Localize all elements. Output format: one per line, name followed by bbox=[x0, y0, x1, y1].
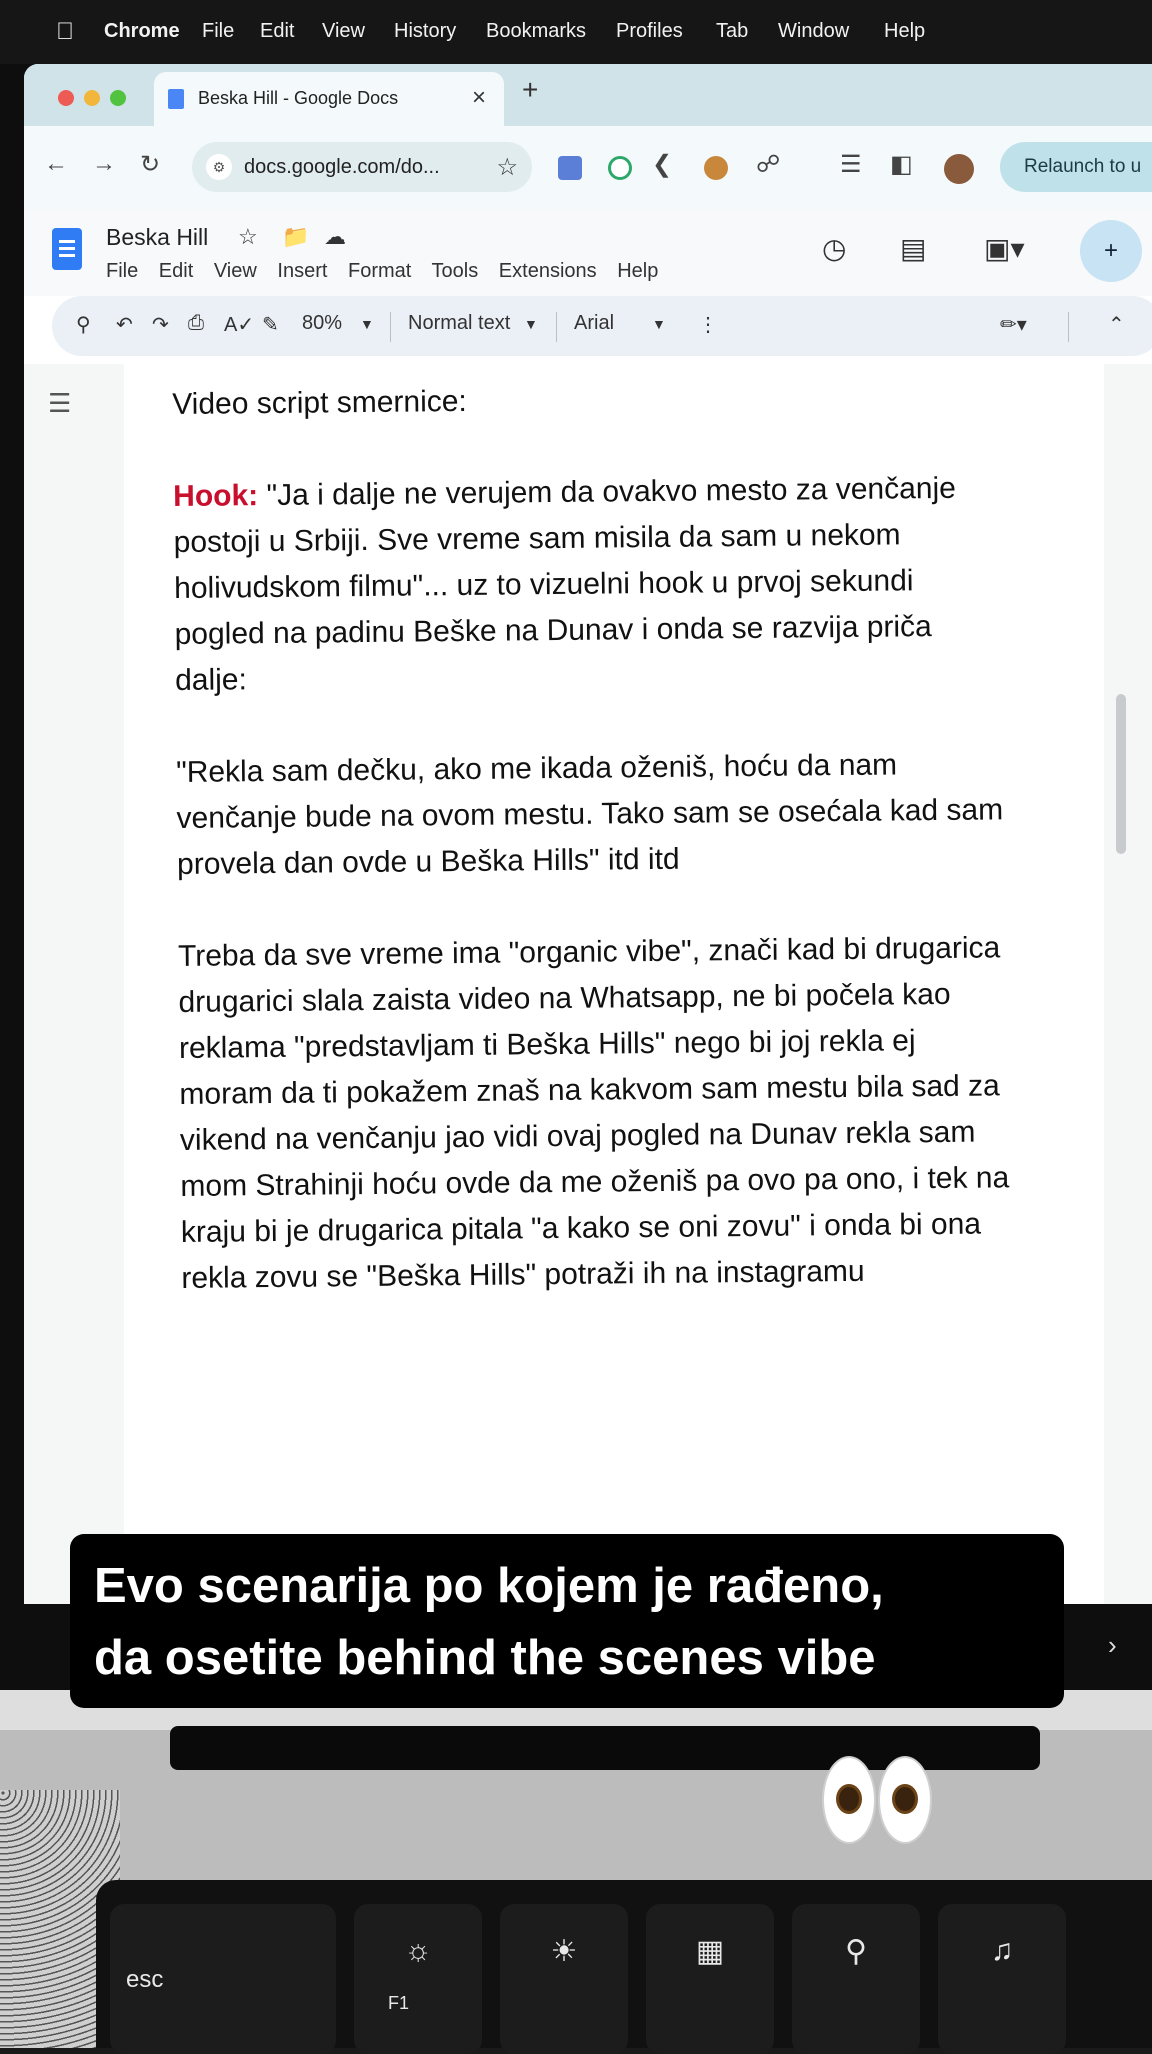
version-history-icon[interactable]: ◷ bbox=[822, 233, 847, 264]
dictation-mic-icon: ♫ bbox=[990, 1934, 1014, 1967]
story-caption bbox=[70, 1534, 1064, 1708]
docs-menu-bar bbox=[106, 260, 673, 283]
vertical-scrollbar[interactable] bbox=[1116, 694, 1126, 854]
minimize-window-button[interactable] bbox=[84, 90, 100, 106]
reading-list-icon[interactable]: ☰ bbox=[840, 151, 862, 178]
hook-label: Hook: bbox=[173, 479, 259, 513]
editing-mode-pencil-icon[interactable]: ✏▾ bbox=[1000, 314, 1027, 336]
keyboard-function-row bbox=[96, 1880, 1152, 2048]
docs-menu-file[interactable]: File bbox=[106, 260, 139, 282]
docs-menu-help[interactable]: Help bbox=[617, 260, 659, 282]
profile-avatar[interactable] bbox=[944, 154, 974, 184]
menu-bookmarks[interactable]: Bookmarks bbox=[486, 20, 587, 42]
tab-title: Beska Hill - Google Docs bbox=[198, 88, 399, 108]
apple-icon[interactable] bbox=[56, 18, 74, 46]
tab-close-icon[interactable]: × bbox=[471, 84, 486, 111]
f2-key[interactable] bbox=[500, 1904, 628, 2054]
brightness-up-icon: ☀ bbox=[550, 1935, 578, 1968]
side-panel-icon[interactable]: ◧ bbox=[890, 151, 913, 178]
macos-menu-bar bbox=[0, 0, 1152, 64]
docs-menu-edit[interactable]: Edit bbox=[158, 260, 194, 282]
tab-beska-hill[interactable] bbox=[154, 72, 504, 126]
docs-menu-format[interactable]: Format bbox=[347, 260, 412, 282]
caption-line-1: Evo scenarija po kojem je rađeno, bbox=[94, 1559, 884, 1613]
document-title[interactable]: Beska Hill bbox=[106, 224, 209, 250]
document-heading: Video script smernice: bbox=[172, 384, 467, 421]
font-select[interactable]: Arial bbox=[574, 312, 615, 334]
spotlight-search-icon: ⚲ bbox=[845, 1935, 867, 1968]
document-page[interactable] bbox=[124, 364, 1104, 1604]
relaunch-button[interactable]: Relaunch to u bbox=[1000, 142, 1152, 192]
esc-key[interactable] bbox=[110, 1904, 336, 2054]
eyes-emoji-icon bbox=[822, 1756, 942, 1848]
more-options-icon[interactable]: ⋮ bbox=[698, 314, 718, 336]
undo-icon[interactable]: ↶ bbox=[116, 314, 133, 336]
paragraph-style-select[interactable]: Normal text bbox=[408, 312, 511, 334]
search-menus-icon[interactable]: ⚲ bbox=[76, 314, 91, 336]
share-add-person-icon[interactable]: + bbox=[1080, 220, 1142, 282]
quote-paragraph: "Rekla sam dečku, ako me ikada oženiš, hoću da nam venčanje bude na ovom mestu. Tako sam se osećala kad sam provela dan ovde u Beška Hills" itd itd bbox=[175, 748, 1004, 881]
extension-cookie-icon[interactable] bbox=[704, 156, 728, 180]
menu-file[interactable]: File bbox=[202, 20, 235, 42]
chevron-right-icon[interactable]: › bbox=[1108, 1630, 1117, 1660]
docs-menu-view[interactable]: View bbox=[213, 260, 257, 282]
f4-key[interactable] bbox=[792, 1904, 920, 2054]
move-folder-icon[interactable]: 📁 bbox=[282, 224, 310, 249]
font-chevron-down-icon[interactable]: ▼ bbox=[652, 316, 666, 332]
formatting-toolbar bbox=[52, 296, 1152, 356]
comments-icon[interactable]: ▤ bbox=[900, 233, 927, 264]
menu-app-name[interactable]: Chrome bbox=[104, 20, 180, 42]
docs-menu-insert[interactable]: Insert bbox=[277, 260, 328, 282]
f1-key-label: F1 bbox=[388, 1993, 410, 2013]
hook-text: "Ja i dalje ne verujem da ovakvo mesto za venčanje postoji u Srbiji. Sve vreme sam misila da sam u nekom holivudskom filmu"... uz to vizuelni hook u prvoj sekundi pogled na padinu Beške na Dunav i onda se razvija priča dalje: bbox=[173, 471, 957, 697]
meet-camera-icon[interactable]: ▣▾ bbox=[984, 233, 1025, 264]
mission-control-icon: ▦ bbox=[695, 1935, 725, 1968]
esc-key-label: esc bbox=[126, 1966, 164, 1993]
close-window-button[interactable] bbox=[58, 90, 74, 106]
caption-line-2: da osetite behind the scenes vibe bbox=[94, 1631, 876, 1685]
forward-icon[interactable]: → bbox=[92, 150, 116, 177]
site-info-icon[interactable]: ⚙ bbox=[206, 154, 232, 180]
docs-header bbox=[24, 210, 1152, 296]
redo-icon[interactable]: ↷ bbox=[152, 314, 169, 336]
menu-edit[interactable]: Edit bbox=[260, 20, 295, 42]
document-outline-icon[interactable]: ☰ bbox=[48, 388, 72, 418]
menu-view[interactable]: View bbox=[322, 20, 365, 42]
document-body[interactable] bbox=[172, 373, 1012, 1348]
hide-menus-chevron-up-icon[interactable]: ⌃ bbox=[1108, 314, 1125, 336]
google-docs-logo-icon[interactable] bbox=[52, 228, 82, 270]
style-chevron-down-icon[interactable]: ▼ bbox=[524, 316, 538, 332]
document-canvas bbox=[24, 364, 1152, 1604]
f5-key[interactable] bbox=[938, 1904, 1066, 2054]
address-bar[interactable] bbox=[192, 142, 532, 192]
cloud-saved-icon[interactable]: ☁ bbox=[324, 224, 346, 249]
menu-history[interactable]: History bbox=[394, 20, 457, 42]
hook-paragraph bbox=[173, 465, 1005, 704]
browser-toolbar bbox=[24, 126, 1152, 210]
docs-menu-tools[interactable]: Tools bbox=[431, 260, 479, 282]
extensions-puzzle-icon[interactable]: ☍ bbox=[756, 151, 781, 178]
f3-key[interactable] bbox=[646, 1904, 774, 2054]
f1-key[interactable] bbox=[354, 1904, 482, 2054]
print-icon[interactable]: ⎙ bbox=[188, 312, 204, 334]
star-icon[interactable]: ☆ bbox=[238, 224, 258, 249]
brightness-down-icon: ☼ bbox=[404, 1934, 432, 1967]
url-text: docs.google.com/do... bbox=[244, 156, 440, 178]
zoom-window-button[interactable] bbox=[110, 90, 126, 106]
extension-cube-icon[interactable] bbox=[558, 156, 582, 180]
tab-strip bbox=[24, 64, 1152, 126]
menu-help[interactable]: Help bbox=[884, 20, 926, 42]
new-tab-button[interactable]: + bbox=[522, 74, 539, 105]
menu-profiles[interactable]: Profiles bbox=[616, 20, 683, 42]
bookmark-star-icon[interactable]: ☆ bbox=[496, 154, 518, 181]
docs-menu-extensions[interactable]: Extensions bbox=[498, 260, 597, 282]
spellcheck-icon[interactable]: A✓ bbox=[224, 314, 255, 336]
organic-vibe-paragraph: Treba da sve vreme ima "organic vibe", znači kad bi drugarica drugarici slala zaista video na Whatsapp, ne bi počela kao reklama "predstavljam ti Beška Hills" nego bi joj rekla ej moram da ti pokažem znaš na kakvom sam mestu bila sad za vikend na venčanju jao vidi ovaj pogled na Dunav rekla sam mom Strahinji hoću ovde da me oženiš pa ovo pa ono, i tek na kraju bi je drugarica pitala "a kako se oni zovu" i onda bi ona rekla zovu se "Beška Hills" potraži ih na instagramu bbox=[177, 931, 1010, 1295]
extension-grammarly-icon[interactable] bbox=[608, 156, 632, 180]
extension-arrow-icon[interactable]: ❮ bbox=[652, 151, 673, 178]
docs-favicon-icon bbox=[168, 89, 184, 109]
zoom-chevron-down-icon[interactable]: ▼ bbox=[360, 316, 374, 332]
paint-format-icon[interactable]: ✎ bbox=[262, 314, 279, 336]
reload-icon[interactable]: ↻ bbox=[140, 151, 161, 178]
menu-tab[interactable]: Tab bbox=[716, 20, 749, 42]
back-icon[interactable]: ← bbox=[44, 150, 68, 177]
zoom-select[interactable]: 80% bbox=[302, 312, 343, 334]
chrome-window bbox=[24, 64, 1152, 1604]
menu-window[interactable]: Window bbox=[778, 20, 850, 42]
